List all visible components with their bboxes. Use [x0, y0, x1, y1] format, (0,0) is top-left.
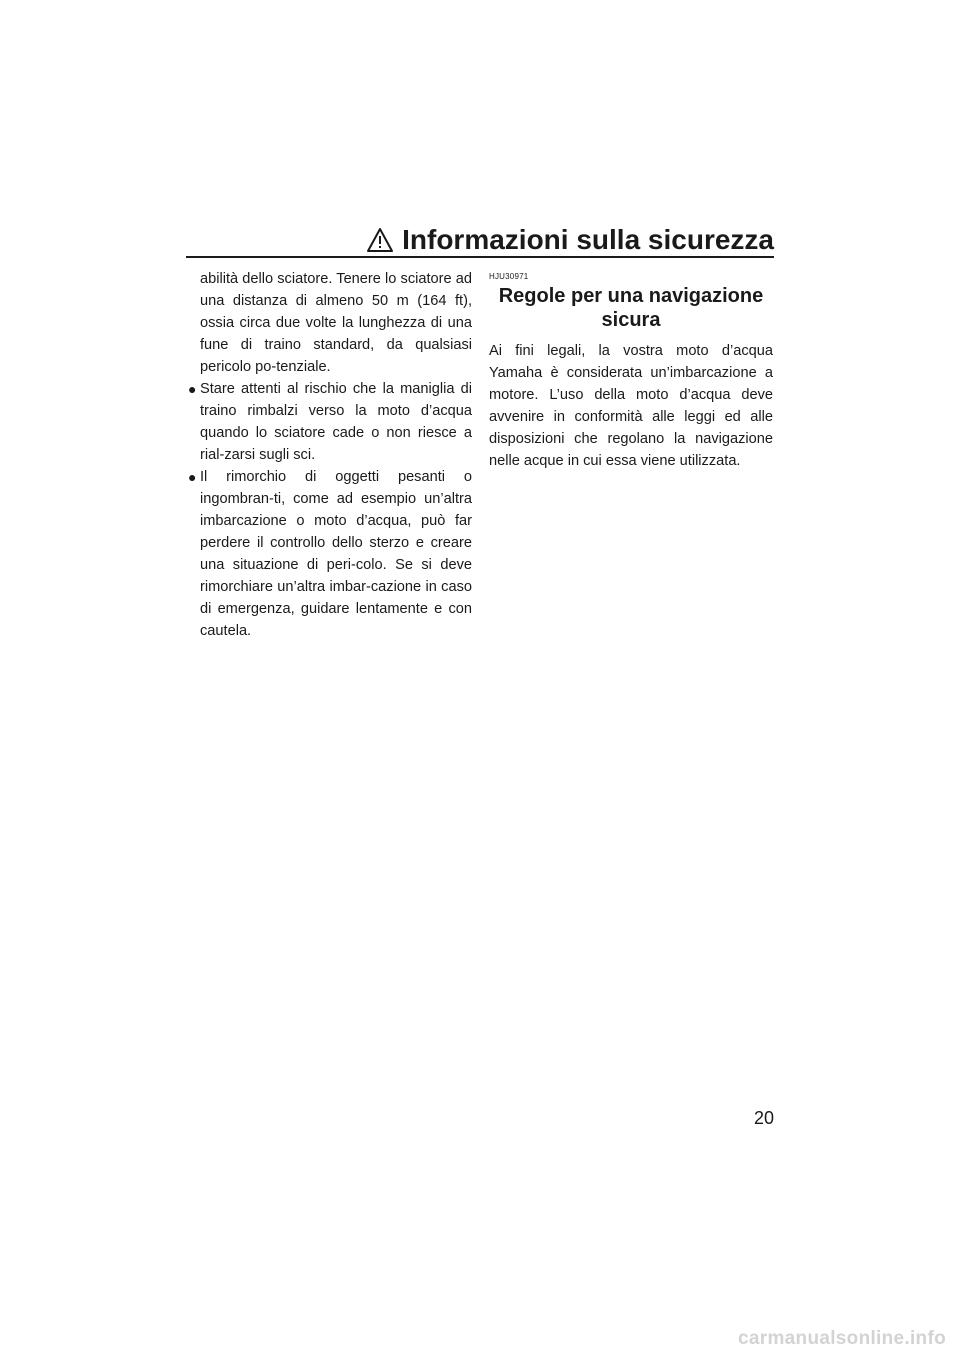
bullet-item — [188, 378, 472, 466]
continuation-paragraph: abilità dello sciatore. Tenere lo sciatore ad una distanza di almeno 50 m (164 ft), ossia circa due volte la lunghezza di una fune di traino standard, da qualsiasi pericolo po-tenziale. — [200, 271, 472, 375]
section-title: Regole per una navigazione sicura — [498, 285, 764, 331]
watermark: carmanualsonline.info — [738, 1328, 946, 1349]
page-title: Informazioni sulla sicurezza — [402, 224, 774, 255]
section-code: HJU30971 — [489, 272, 529, 281]
page-header — [186, 224, 774, 258]
header-title-row — [366, 224, 774, 256]
bullet-dot: ● — [188, 469, 197, 485]
bullet-list — [188, 378, 472, 642]
right-column — [489, 268, 773, 472]
bullet-item — [188, 466, 472, 642]
section-body: Ai fini legali, la vostra moto d’acqua Yamaha è considerata un’imbarcazione a motore. L’uso della moto d’acqua deve avvenire in conformità alle leggi ed alle disposizioni che regolano la navigazione nelle acque in cui essa viene utilizzata. — [489, 343, 773, 469]
left-column — [188, 268, 472, 642]
bullet-dot: ● — [188, 381, 197, 397]
bullet-text: Il rimorchio di oggetti pesanti o ingombran-ti, come ad esempio un’altra imbarcazione o moto d’acqua, può far perdere il controllo dello sterzo e creare una situazione di peri-colo. Se si deve rimorchiare un’altra imbar-cazione in caso di emergenza, guidare lentamente e con cautela. — [200, 469, 472, 639]
page-number: 20 — [753, 1108, 774, 1128]
bullet-text: Stare attenti al rischio che la maniglia di traino rimbalzi verso la moto d’acqua quando lo sciatore cade o non riesce a rial-zarsi sugli sci. — [200, 381, 472, 463]
warning-triangle-icon — [366, 227, 394, 253]
